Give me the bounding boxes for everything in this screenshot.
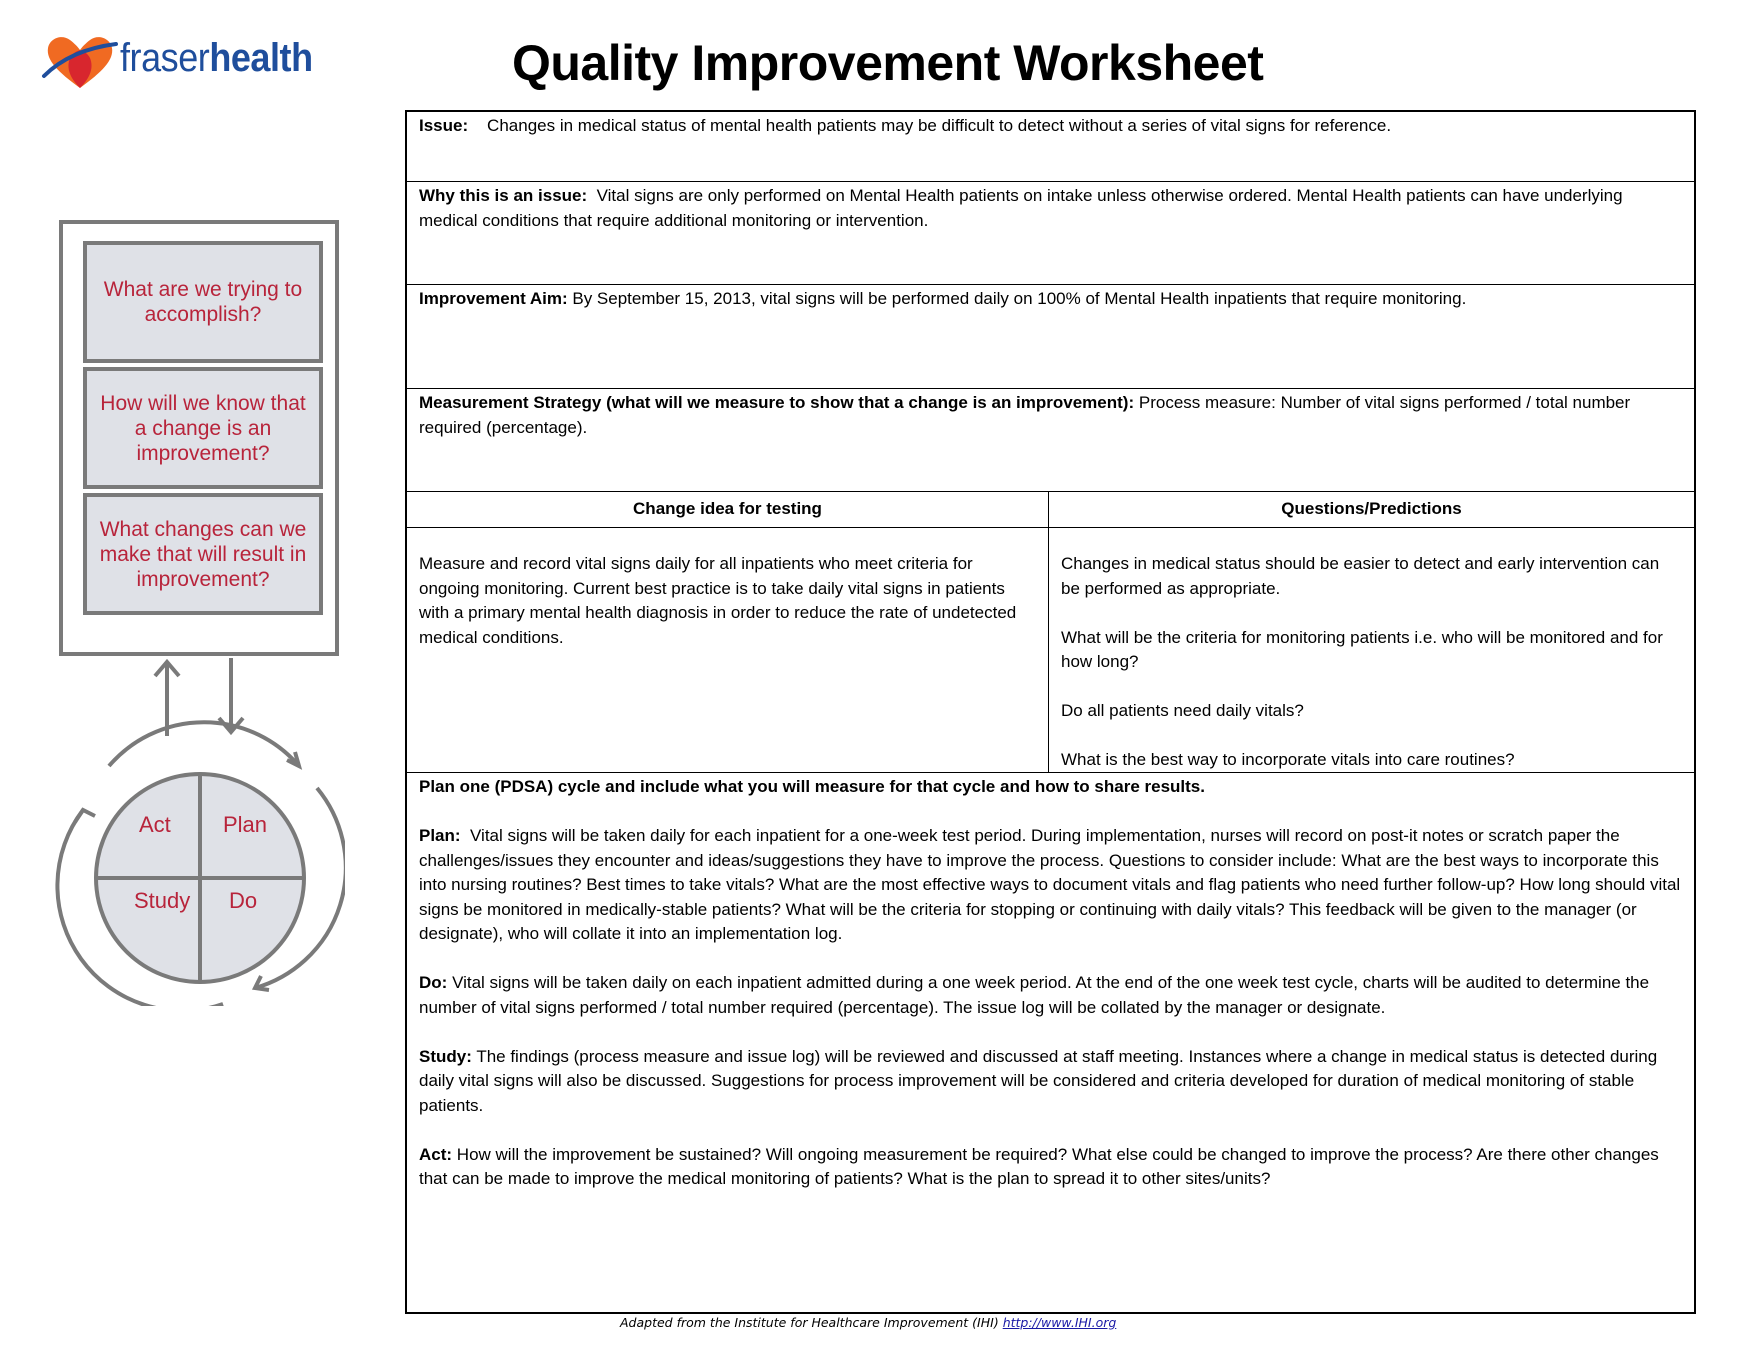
act-text: How will the improvement be sustained? Will ongoing measurement be required? What else could be changed to improve the process? Are there other changes that can be made to improve the medical monitoring of patients? What is the plan to spread it to other sites/units?: [419, 1144, 1659, 1188]
change-questions-body-row: [407, 528, 1694, 773]
why-label: Why this is an issue:: [419, 186, 588, 205]
questions-frame: [59, 220, 339, 656]
page-title: Quality Improvement Worksheet: [512, 35, 1264, 91]
ihi-link[interactable]: http://www.IHI.org: [1002, 1315, 1117, 1330]
worksheet-table: [405, 110, 1696, 1314]
act-label: Act:: [419, 1144, 453, 1164]
study-text: The findings (process measure and issue log) will be reviewed and discussed at staff meeting. Instances where a change in medical status is detected during daily vital signs will also be discussed. Suggestions for process improvement will be considered and criteria developed for duration of medical monitoring of stable patients.: [419, 1046, 1658, 1115]
change-idea-text: Measure and record vital signs daily for all inpatients who meet criteria for ongoing monitoring. Current best practice is to take daily vital signs in patients with a primary mental health diagnosis in order to reduce the rate of undetected medical conditions.: [419, 554, 1017, 647]
cycle-label-plan: Plan: [223, 812, 268, 837]
plan-section: [419, 824, 1682, 947]
pdsa-row: [407, 773, 1694, 1312]
question-item: What is the best way to incorporate vitals into care routines?: [1061, 750, 1515, 769]
heart-logo-icon: [40, 32, 120, 92]
cycle-label-do: Do: [229, 888, 258, 913]
issue-text: Changes in medical status of mental health patients may be difficult to detect without a series of vital signs for reference.: [487, 116, 1392, 135]
do-section: [419, 971, 1682, 1020]
pdsa-cycle-diagram: [55, 656, 345, 1006]
fraserhealth-logo: [40, 32, 340, 92]
measurement-label: Measurement Strategy (what will we measure to show that a change is an improvement):: [419, 393, 1135, 412]
do-text: Vital signs will be taken daily on each inpatient admitted during a one week period. At the end of the one week test cycle, charts will be audited to determine the number of vital signs performed / total number required (percentage). The issue log will be collated by the manager or designate.: [419, 973, 1650, 1017]
aim-label: Improvement Aim:: [419, 289, 568, 308]
plan-label: Plan:: [419, 826, 461, 845]
cycle-label-study: Study: [134, 888, 191, 913]
question-box-changes: What changes can we make that will result in improvement?: [83, 493, 323, 615]
aim-row: [407, 285, 1694, 389]
question-item: What will be the criteria for monitoring patients i.e. who will be monitored and for how long?: [1061, 627, 1663, 671]
footer-text: Adapted from the Institute for Healthcare Improvement (IHI): [620, 1315, 999, 1330]
why-text: Vital signs are only performed on Mental Health patients on intake unless otherwise ordered. Mental Health patients can have underlying medical conditions that require additional monitoring or intervention.: [419, 186, 1623, 230]
study-section: [419, 1045, 1682, 1119]
study-label: Study:: [419, 1046, 472, 1066]
act-section: [419, 1143, 1682, 1192]
plan-text: Vital signs will be taken daily for each inpatient for a one-week test period. During implementation, nurses will record on post-it notes or scratch paper the challenges/issues they encounter and ideas/suggestions they have to improve the process. Questions to consider include: What are the best ways to incorporate this into nursing routines? Best times to take vitals? What are the most effective ways to document vitals and flag patients who need further follow-up? How long should vital signs be monitored in medically-stable patients? What will be the criteria for stopping or continuing with daily vitals? This feedback will be given to the manager (or designate), who will collate it into an implementation log.: [419, 826, 1681, 943]
issue-label: Issue:: [419, 116, 469, 135]
question-item: Changes in medical status should be easier to detect and early intervention can be performed as appropriate.: [1061, 554, 1660, 598]
measurement-text: Process measure: Number of vital signs performed / total number required (percentage).: [419, 393, 1631, 437]
do-label: Do:: [419, 973, 448, 992]
aim-text: By September 15, 2013, vital signs will be performed daily on 100% of Mental Health inpatients that require monitoring.: [572, 289, 1467, 308]
question-box-accomplish: What are we trying to accomplish?: [83, 241, 323, 363]
change-idea-cell: [407, 528, 1049, 772]
logo-wordmark: fraserhealth: [120, 36, 313, 80]
question-item: Do all patients need daily vitals?: [1061, 701, 1304, 720]
questions-predictions-cell: [1049, 528, 1694, 772]
why-row: [407, 182, 1694, 285]
pdsa-heading: Plan one (PDSA) cycle and include what you will measure for that cycle and how to share results.: [419, 777, 1205, 796]
cycle-label-act: Act: [139, 812, 171, 837]
issue-row: [407, 112, 1694, 182]
footer-attribution: [620, 1315, 1116, 1330]
change-idea-header: Change idea for testing: [407, 492, 1049, 527]
measurement-row: [407, 389, 1694, 492]
question-box-know: How will we know that a change is an improvement?: [83, 367, 323, 489]
change-questions-header-row: [407, 492, 1694, 528]
down-arrow-icon: [219, 658, 243, 732]
model-for-improvement-diagram: [55, 216, 345, 1006]
questions-predictions-header: Questions/Predictions: [1281, 499, 1462, 518]
